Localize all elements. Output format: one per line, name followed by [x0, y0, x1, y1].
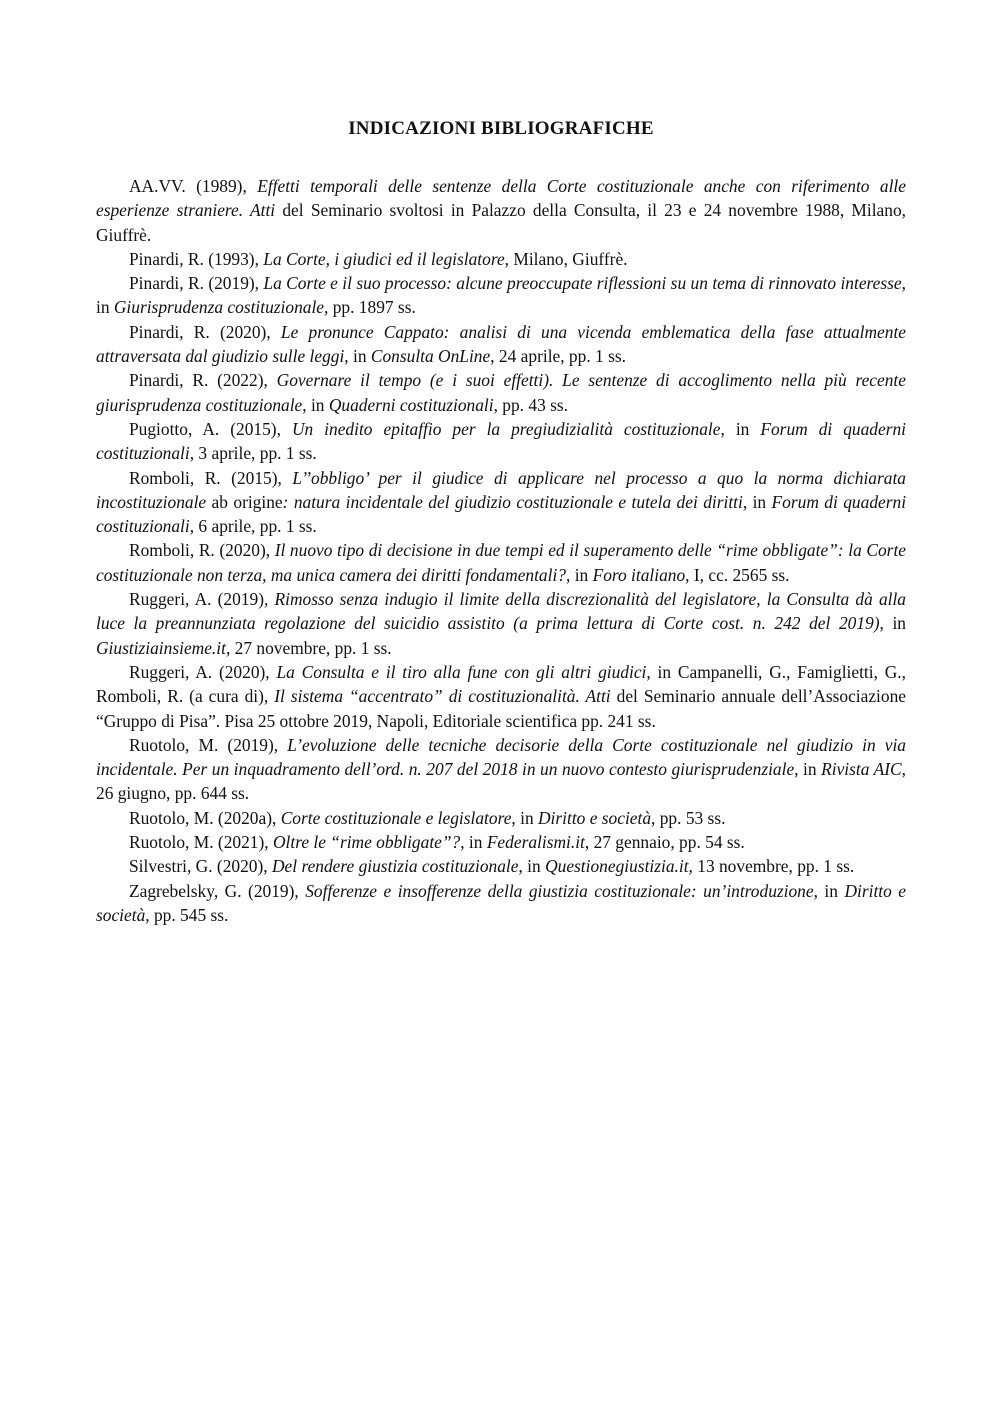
entry-italic-text: Consulta OnLine [370, 346, 491, 367]
bibliography-entry [96, 417, 906, 466]
bibliography-entry [96, 854, 906, 878]
entry-italic-text: La Consulta e il tiro alla fune con gli altri giudici [276, 661, 647, 682]
bibliography-entry [96, 587, 906, 660]
entry-italic-text: Questionegiustizia.it [545, 856, 689, 877]
entry-italic-text: Un inedito epitaffio per la pregiudizialità costituzionale [291, 418, 721, 439]
entry-text: Zagrebelsky, G. (2019), [129, 880, 306, 901]
entry-italic-text: Rimosso senza indugio il limite della discrezionalità del legislatore, la Consulta dà alla luce la preannunziata regolazione del suicidio assistito (a prima lettura di Corte cost. n. 242 del 2019) [96, 589, 906, 634]
bibliography-entry [96, 538, 906, 587]
entry-text: Ruotolo, M. (2019), [129, 734, 288, 755]
entry-text: Ruotolo, M. (2021), [129, 832, 273, 853]
entry-text: Ruggeri, A. (2019), [129, 589, 275, 610]
entry-text: , in [518, 856, 546, 877]
entry-italic-text: Corte costituzionale e legislatore [280, 807, 512, 828]
entry-text: , in [879, 613, 907, 634]
entry-text: , I, cc. 2565 ss. [685, 564, 790, 585]
entry-text: , in [813, 880, 845, 901]
page-title: INDICAZIONI BIBLIOGRAFICHE [348, 118, 654, 139]
bibliography-entry [96, 320, 906, 369]
entry-italic-text: Quaderni costituzionali [328, 394, 494, 415]
bibliography-entry [96, 879, 906, 928]
entry-italic-text: La Corte, i giudici ed il legislatore [263, 248, 505, 269]
entry-text: , in Campanelli, G., Famiglietti, G., Romboli, R. (a cura di), [96, 661, 907, 707]
entry-text: del Seminario annuale dell’Associazione “Gruppo di Pisa”. Pisa 25 ottobre 2019, Napoli, Editoriale scientifica pp. 241 ss. [96, 686, 907, 731]
entry-text: , in [720, 418, 761, 439]
entry-text: Pinardi, R. (1993), [129, 248, 264, 269]
entry-text: , 26 giugno, pp. 644 ss. [96, 759, 906, 804]
entry-italic-text: L’’obbligo’ per il giudice di applicare nel processo a quo la norma dichiarata incostituzionale [96, 467, 906, 512]
bibliography-entry [96, 174, 906, 247]
entry-text: , pp. 545 ss. [145, 904, 229, 925]
bibliography-entry [96, 660, 906, 733]
entry-text: del Seminario svoltosi in Palazzo della Consulta, il 23 e 24 novembre 1988, Milano, Giuffrè. [96, 200, 906, 245]
entry-text: , pp. 1897 ss. [324, 297, 416, 318]
entry-text: , in [344, 346, 371, 367]
entry-italic-text: L’evoluzione delle tecniche decisorie della Corte costituzionale nel giudizio in via incidentale. Per un inquadramento dell’ord. n. 207 del 2018 in un nuovo contesto giurisprudenziale [96, 734, 906, 780]
entry-italic-text: Il nuovo tipo di decisione in due tempi ed il superamento delle “rime obbligate”: la Corte costituzionale non terza, ma unica camera dei diritti fondamentali? [96, 540, 906, 585]
entry-text: Ruotolo, M. (2020a), [129, 807, 281, 828]
entry-text: Pinardi, R. (2022), [129, 370, 277, 391]
entry-italic-text: Giurisprudenza costituzionale [113, 297, 325, 318]
entry-text: , 6 aprile, pp. 1 ss. [189, 516, 317, 537]
entry-italic-text: Giustiziainsieme.it [96, 637, 226, 658]
entry-italic-text: Federalismi.it [486, 832, 585, 853]
entry-italic-text: Diritto e società [538, 807, 652, 828]
entry-text: , Milano, Giuffrè. [504, 248, 628, 269]
entry-text: Pinardi, R. (2020), [129, 321, 281, 342]
entry-text: AA.VV. (1989), [129, 176, 258, 196]
entry-text: , 27 novembre, pp. 1 ss. [225, 637, 392, 658]
entry-text: , in [460, 832, 487, 853]
bibliography-list [96, 174, 906, 927]
entry-text: Pugiotto, A. (2015), [129, 418, 292, 439]
entry-text: , in [511, 807, 538, 828]
entry-text: , 27 gennaio, pp. 54 ss. [584, 832, 745, 853]
entry-text: Romboli, R. (2020), [129, 540, 275, 561]
bibliography-entry [96, 247, 906, 271]
entry-italic-text: Oltre le “rime obbligate”? [272, 832, 461, 853]
entry-italic-text: Le pronunce Cappato: analisi di una vicenda emblematica della fase attualmente attraversata dal giudizio sulle leggi [96, 321, 906, 367]
document-page [96, 118, 906, 927]
bibliography-entry [96, 733, 906, 806]
entry-italic-text: Forum di quaderni costituzionali [96, 418, 907, 464]
entry-italic-text: Governare il tempo (e i suoi effetti). Le sentenze di accoglimento nella più recente giurisprudenza costituzionale [96, 370, 906, 415]
entry-text: Silvestri, G. (2020), [129, 856, 272, 877]
entry-italic-text: Il sistema “accentrato” di costituzionalità. Atti [274, 686, 611, 707]
entry-italic-text: : natura incidentale del giudizio costituzionale e tutela dei diritti [282, 491, 743, 512]
entry-text: , in [742, 491, 772, 512]
entry-text: Pinardi, R. (2019), [129, 273, 264, 294]
entry-text: , pp. 53 ss. [651, 807, 726, 828]
entry-text: Romboli, R. (2015), [129, 467, 293, 488]
entry-text: , 24 aprile, pp. 1 ss. [490, 346, 626, 367]
entry-italic-text: Rivista AIC [821, 759, 902, 780]
entry-italic-text: La Corte e il suo processo: alcune preoccupate riflessioni su un tema di rinnovato interesse [263, 273, 902, 294]
bibliography-entry [96, 368, 906, 417]
entry-italic-text: Foro italiano [592, 564, 686, 585]
entry-text: ab origine [206, 491, 283, 512]
entry-italic-text: Effetti temporali delle sentenze della Corte costituzionale anche con riferimento alle esperienze straniere. Atti [96, 176, 906, 221]
entry-text: , in [96, 273, 906, 318]
entry-italic-text: Forum di quaderni costituzionali [96, 491, 907, 537]
entry-italic-text: Del rendere giustizia costituzionale [271, 856, 519, 877]
bibliography-entry [96, 271, 906, 320]
bibliography-entry [96, 466, 906, 539]
entry-text: , in [566, 564, 593, 585]
entry-text: , in [794, 759, 822, 780]
bibliography-entry [96, 830, 906, 854]
entry-text: , 3 aprile, pp. 1 ss. [189, 443, 317, 464]
bibliography-entry [96, 806, 906, 830]
entry-italic-text: Sofferenze e insofferenze della giustizia costituzionale: un’introduzione [305, 880, 814, 901]
entry-text: , in [302, 394, 329, 415]
entry-text: , 13 novembre, pp. 1 ss. [688, 856, 855, 877]
entry-italic-text: Diritto e società [96, 880, 906, 925]
entry-text: , pp. 43 ss. [493, 394, 568, 415]
entry-text: Ruggeri, A. (2020), [129, 661, 277, 682]
